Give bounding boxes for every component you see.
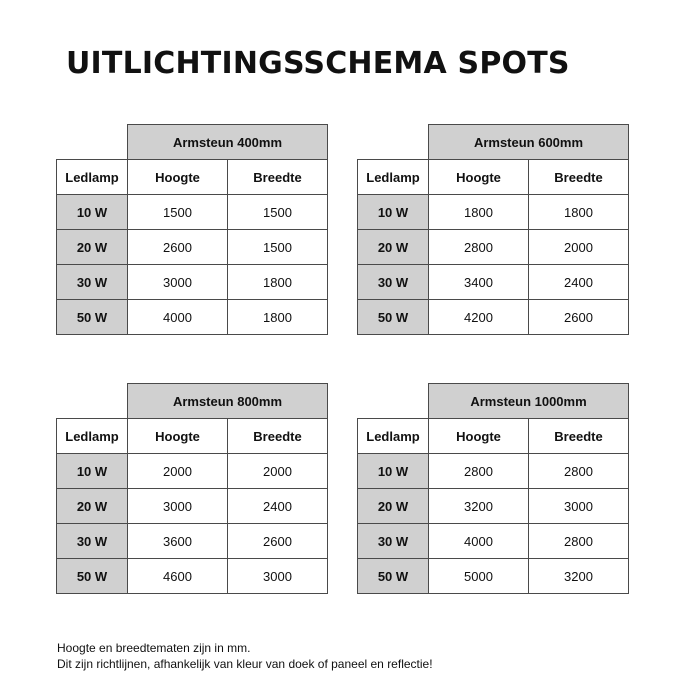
row-ledlamp: 30 W [357,523,429,559]
row-breedte: 2800 [528,523,629,559]
column-header-hoogte: Hoogte [428,159,529,195]
row-hoogte: 3400 [428,264,529,300]
row-breedte: 3000 [227,558,328,594]
row-hoogte: 2800 [428,453,529,489]
row-breedte: 3200 [528,558,629,594]
row-ledlamp: 50 W [56,299,128,335]
table-armsteun-1000 [357,383,629,594]
column-header-ledlamp: Ledlamp [357,418,429,454]
table-armsteun-800 [56,383,328,594]
row-breedte: 2400 [528,264,629,300]
row-ledlamp: 50 W [357,558,429,594]
row-ledlamp: 20 W [357,229,429,265]
row-ledlamp: 50 W [56,558,128,594]
footnote-line-2: Dit zijn richtlijnen, afhankelijk van kleur van doek of paneel en reflectie! [57,657,433,671]
row-ledlamp: 20 W [56,488,128,524]
row-hoogte: 1500 [127,194,228,230]
row-breedte: 1500 [227,194,328,230]
table-grid [357,124,629,335]
row-ledlamp: 30 W [56,523,128,559]
row-ledlamp: 30 W [56,264,128,300]
row-hoogte: 3200 [428,488,529,524]
row-breedte: 2600 [227,523,328,559]
row-ledlamp: 20 W [56,229,128,265]
column-header-ledlamp: Ledlamp [357,159,429,195]
row-hoogte: 4600 [127,558,228,594]
footnote-line-1: Hoogte en breedtematen zijn in mm. [57,641,251,655]
table-header: Armsteun 600mm [428,124,629,160]
footnote [57,640,433,672]
row-breedte: 1800 [227,264,328,300]
table-grid [56,124,328,335]
row-hoogte: 2600 [127,229,228,265]
row-breedte: 2600 [528,299,629,335]
table-header: Armsteun 1000mm [428,383,629,419]
row-ledlamp: 50 W [357,299,429,335]
row-breedte: 1500 [227,229,328,265]
column-header-hoogte: Hoogte [127,159,228,195]
table-grid [357,383,629,594]
row-breedte: 1800 [227,299,328,335]
row-breedte: 3000 [528,488,629,524]
row-ledlamp: 10 W [56,453,128,489]
row-breedte: 2800 [528,453,629,489]
row-hoogte: 2800 [428,229,529,265]
table-armsteun-400 [56,124,328,335]
table-header: Armsteun 800mm [127,383,328,419]
page-title: UITLICHTINGSSCHEMA SPOTS [66,46,570,81]
column-header-hoogte: Hoogte [127,418,228,454]
row-ledlamp: 10 W [357,194,429,230]
row-hoogte: 5000 [428,558,529,594]
row-ledlamp: 30 W [357,264,429,300]
row-hoogte: 4200 [428,299,529,335]
column-header-breedte: Breedte [528,159,629,195]
row-hoogte: 4000 [127,299,228,335]
row-breedte: 2000 [227,453,328,489]
row-hoogte: 3000 [127,488,228,524]
row-ledlamp: 10 W [357,453,429,489]
row-breedte: 2400 [227,488,328,524]
row-breedte: 2000 [528,229,629,265]
row-ledlamp: 10 W [56,194,128,230]
row-breedte: 1800 [528,194,629,230]
row-hoogte: 2000 [127,453,228,489]
column-header-ledlamp: Ledlamp [56,159,128,195]
column-header-ledlamp: Ledlamp [56,418,128,454]
row-hoogte: 1800 [428,194,529,230]
column-header-hoogte: Hoogte [428,418,529,454]
table-grid [56,383,328,594]
row-ledlamp: 20 W [357,488,429,524]
row-hoogte: 3600 [127,523,228,559]
column-header-breedte: Breedte [528,418,629,454]
row-hoogte: 3000 [127,264,228,300]
table-armsteun-600 [357,124,629,335]
column-header-breedte: Breedte [227,418,328,454]
table-header: Armsteun 400mm [127,124,328,160]
column-header-breedte: Breedte [227,159,328,195]
row-hoogte: 4000 [428,523,529,559]
